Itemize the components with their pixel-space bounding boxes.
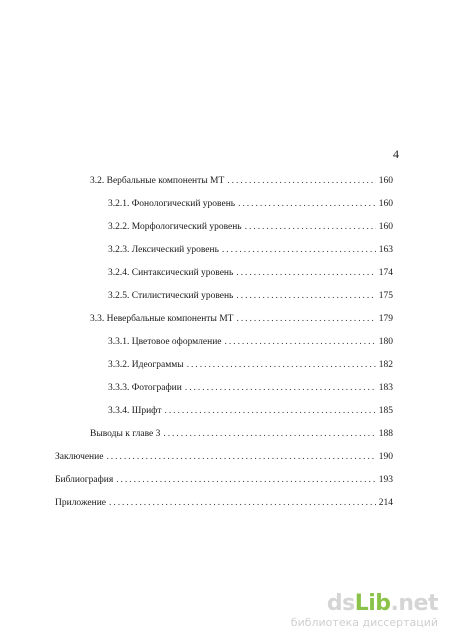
toc-leader-dots	[236, 290, 375, 302]
toc-leader-dots	[187, 359, 376, 371]
toc-entry	[55, 474, 393, 486]
toc-entry-page: 183	[378, 383, 393, 393]
toc-leader-dots	[106, 451, 375, 463]
toc-entry-page: 190	[378, 452, 393, 462]
toc-entry	[90, 175, 393, 187]
toc-entry-page: 182	[378, 360, 393, 370]
toc-leader-dots	[236, 267, 375, 279]
toc-entry-page: 160	[378, 222, 393, 232]
toc-entry-page: 175	[378, 291, 393, 301]
toc-entry	[90, 428, 393, 440]
toc-entry-page: 160	[378, 176, 393, 186]
toc-entry-page: 214	[378, 498, 393, 508]
toc-entry	[108, 221, 393, 233]
toc-entry	[55, 451, 393, 463]
toc-entry	[55, 497, 393, 509]
toc-entry-page: 180	[378, 337, 393, 347]
toc-entry-label: 3.3.4. Шрифт	[108, 406, 162, 416]
toc-entry-page: 163	[378, 245, 393, 255]
toc-leader-dots	[185, 382, 376, 394]
toc-entry-label: 3.2.5. Стилистический уровень	[108, 291, 234, 301]
watermark-subtitle: библиотека диссертаций	[290, 616, 438, 629]
toc-leader-dots	[245, 221, 376, 233]
toc-entry-page: 185	[378, 406, 393, 416]
watermark-logo-ds: ds	[326, 591, 355, 616]
toc-entry-page: 174	[378, 268, 393, 278]
page-number: 4	[393, 147, 399, 161]
toc-entry-label: Выводы к главе 3	[90, 429, 161, 439]
toc-entry-label: 3.3.3. Фотографии	[108, 383, 182, 393]
toc-entry-page: 188	[378, 429, 393, 439]
toc-entry	[108, 267, 393, 279]
toc-entry-label: Заключение	[55, 452, 104, 462]
toc-entry	[108, 405, 393, 417]
toc-leader-dots	[238, 198, 376, 210]
toc-entry-label: 3.2.2. Морфологический уровень	[108, 222, 242, 232]
toc-leader-dots	[163, 428, 375, 440]
toc-entry	[108, 336, 393, 348]
toc-entry-label: 3.2.1. Фонологический уровень	[108, 199, 236, 209]
toc-leader-dots	[227, 175, 375, 187]
toc-entry	[108, 198, 393, 210]
watermark-logo-lib: Lib	[354, 591, 391, 616]
toc-entry	[108, 290, 393, 302]
toc-entry-page: 193	[378, 475, 393, 485]
toc-leader-dots	[225, 336, 376, 348]
toc-entry	[90, 313, 393, 325]
toc-leader-dots	[164, 405, 375, 417]
toc-entry-label: 3.3.2. Идеограммы	[108, 360, 184, 370]
toc-entry-label: 3.2.3. Лексический уровень	[108, 245, 219, 255]
toc-entry-label: Библиография	[55, 475, 114, 485]
toc-leader-dots	[236, 313, 375, 325]
toc-leader-dots	[109, 497, 376, 509]
toc-entry	[108, 382, 393, 394]
toc-entry-page: 179	[378, 314, 393, 324]
toc-entry	[108, 359, 393, 371]
watermark-logo-net: .net	[390, 591, 438, 616]
toc-entry-label: Приложение	[55, 498, 106, 508]
toc-entry-label: 3.3.1. Цветовое оформление	[108, 337, 222, 347]
watermark-logo	[291, 593, 438, 615]
toc-entry-label: 3.3. Невербальные компоненты МТ	[90, 314, 234, 324]
watermark	[291, 593, 438, 628]
toc-leader-dots	[116, 474, 376, 486]
toc-leader-dots	[222, 244, 376, 256]
toc-entry-page: 160	[378, 199, 393, 209]
toc-entry-label: 3.2.4. Синтаксический уровень	[108, 268, 234, 278]
toc-entry	[108, 244, 393, 256]
toc-entry-label: 3.2. Вербальные компоненты МТ	[90, 176, 225, 186]
